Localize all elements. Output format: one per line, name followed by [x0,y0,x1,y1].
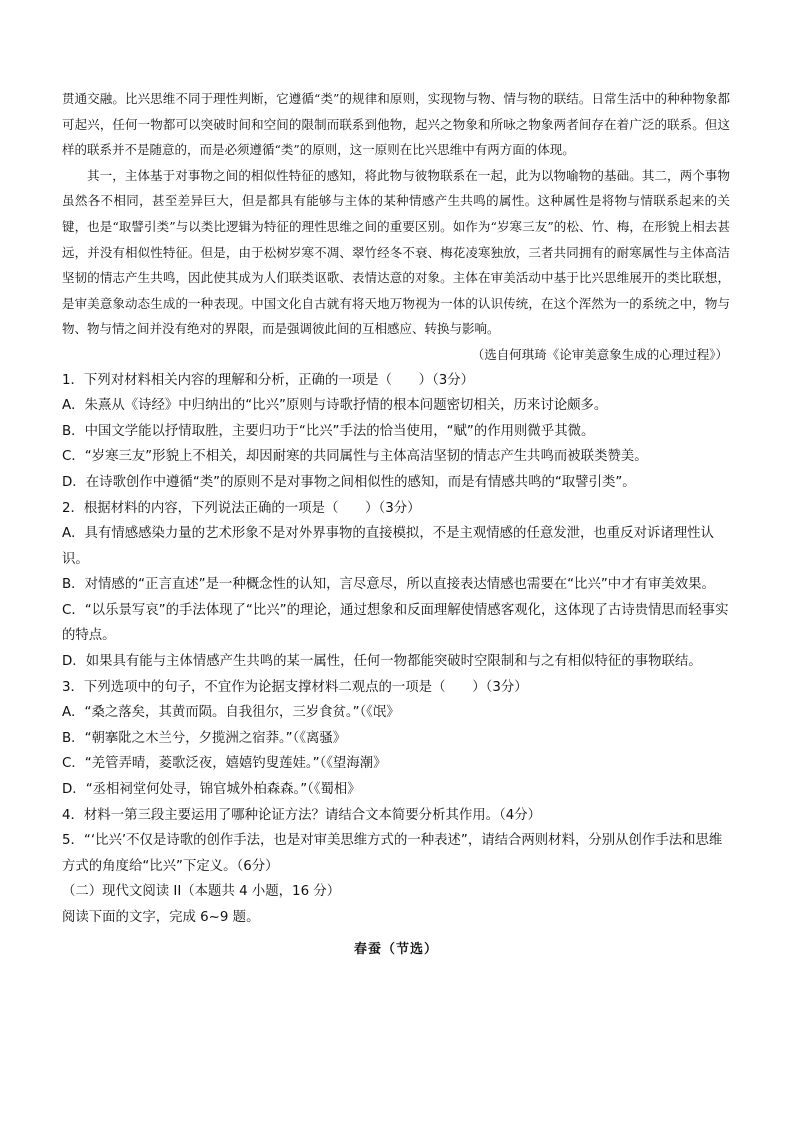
passage-source: （选自何琪琦《论审美意象生成的心理过程》） [471,346,728,362]
question-4: 4．材料一第三段主要运用了哪种论证方法？请结合文本简要分析其作用。（4分） [62,807,542,823]
question-stem: 3．下列选项中的句子，不宜作为论据支撑材料二观点的一项是（ ）（3分） [62,679,528,695]
option-b: B．“朝搴阰之木兰兮，夕揽洲之宿莽。”（《离骚》 [62,730,347,746]
option-d: D．“丞相祠堂何处寻，锦官城外柏森森。”（《蜀相》 [62,782,361,798]
exam-page [62,86,730,962]
question-3 [62,675,730,803]
option-a: A．朱熹从《诗经》中归纳出的“比兴”原则与诗歌抒情的根本问题密切相关，历来讨论颇多。 [62,398,608,414]
option-b: B．对情感的“正言直述”是一种概念性的认知，言尽意尽，所以直接表达情感也需要在“比兴”中才有审美效果。 [62,577,715,593]
question-5: 5．“‘比兴’不仅是诗歌的创作手法，也是对审美思维方式的一种表述”，请结合两则材料，分别从创作手法和思维方式的角度给“比兴”下定义。（6分） [62,833,723,874]
question-stem: 1．下列对材料相关内容的理解和分析，正确的一项是（ ）（3分） [62,372,475,388]
option-c: C．“羌管弄晴，菱歌泛夜，嬉嬉钓叟莲娃。”（《望海潮》 [62,756,387,772]
option-d: D．在诗歌创作中遵循“类”的原则不是对事物之间相似性的感知，而是有情感共鸣的“取譬引类”。 [62,474,636,490]
option-b: B．中国文学能以抒情取胜，主要归功于“比兴”手法的恰当使用，“赋”的作用则微乎其微。 [62,423,595,439]
option-d: D．如果具有能与主体情感产生共鸣的某一属性，任何一物都能突破时空限制和与之有相似特征的事物联结。 [62,654,702,670]
passage-paragraph-1: 贯通交融。比兴思维不同于理性判断，它遵循“类”的规律和原则，实现物与物、情与物的联结。日常生活中的种种物象都可起兴，任何一物都可以突破时间和空间的限制而联系到他物，起兴之物象和所咏之物象两者间存在着广泛的联系。但这样的联系并不是随意的，而是必须遵循“类”的原则，这一原则在比兴思维中有两方面的体现。 [62,91,730,158]
option-c: C．“岁寒三友”形貌上不相关，却因耐寒的共同属性与主体高洁坚韧的情志产生共鸣而被联类赞美。 [62,449,648,465]
question-2 [62,496,730,675]
section-heading: （二）现代文阅读 II（本题共 4 小题，16 分） [62,884,341,900]
article-title: 春蚕（节选） [353,941,438,957]
option-c: C．“以乐景写哀”的手法体现了“比兴”的理论，通过想象和反面理解使情感客观化，这体现了古诗贵情思而轻事实的特点。 [62,602,729,644]
question-stem: 2．根据材料的内容，下列说法正确的一项是（ ）（3分） [62,500,421,516]
option-a: A．“桑之落矣，其黄而陨。自我徂尔，三岁食贫。”（《氓》 [62,705,400,721]
section-instruction: 阅读下面的文字，完成 6~9 题。 [62,910,260,925]
question-1 [62,368,730,496]
option-a: A．具有情感感染力量的艺术形象不是对外界事物的直接模拟，不是主观情感的任意发泄，也重反对诉诸理性认识。 [62,526,714,567]
passage-paragraph-2: 其一，主体基于对事物之间的相似性特征的感知，将此物与彼物联系在一起，此为以物喻物的基础。其二，两个事物虽然各不相同，甚至差异巨大，但是都具有能够与主体的某种情感产生共鸣的属性。这种属性是将物与情联系起来的关键，也是“取譬引类”与以类比逻辑为特征的理性思维之间的重要区别。如作为“岁寒三友”的松、竹、梅，在形貌上相去甚远，并没有相似性特征。但是，由于松树岁寒不凋、翠竹经冬不衰、梅花凌寒独放，三者共同拥有的耐寒属性与主体高洁坚韧的情志产生共鸣，因此使其成为人们联类讴歌、表情达意的对象。主体在审美活动中基于比兴思维展开的类比联想，是审美意象动态生成的一种表现。中国文化自古就有将天地万物视为一体的认识传统，在这个浑然为一的系统之中，物与物、物与情之间并没有绝对的界限，而是强调彼此间的互相感应、转换与影响。 [62,167,730,337]
